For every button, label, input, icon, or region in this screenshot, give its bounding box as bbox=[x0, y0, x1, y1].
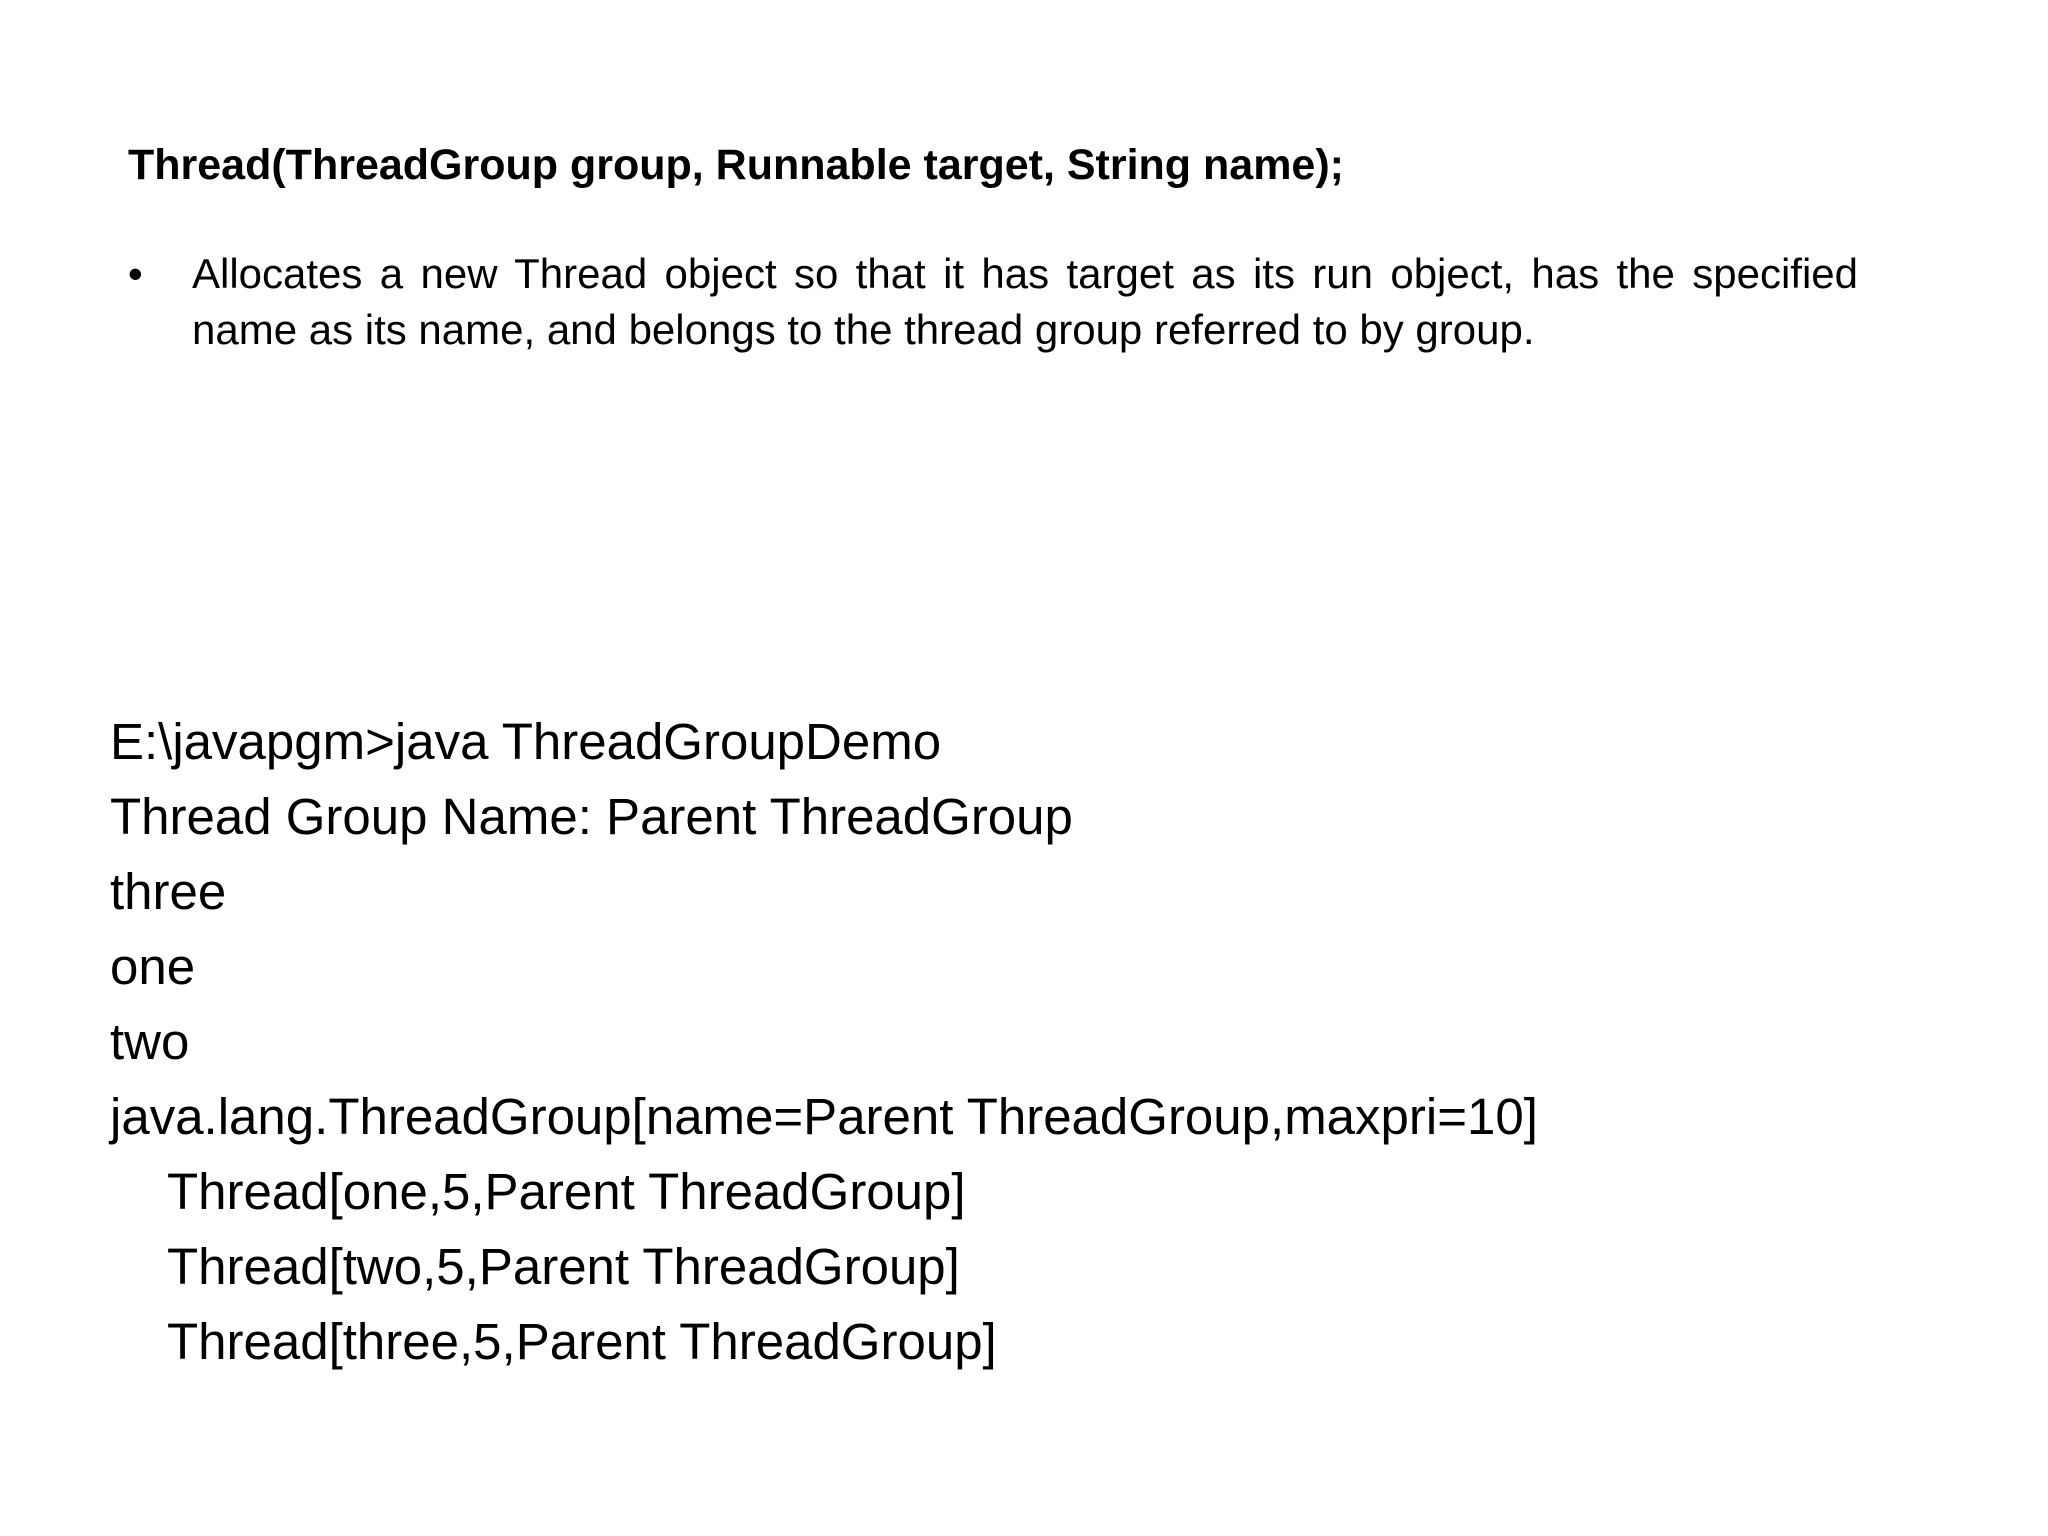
bullet-marker: • bbox=[128, 250, 143, 297]
constructor-signature-heading: Thread(ThreadGroup group, Runnable target, String name); bbox=[128, 141, 1344, 189]
output-line-thread-two: Thread[two,5,Parent ThreadGroup] bbox=[167, 1238, 960, 1295]
output-line-three: three bbox=[110, 863, 227, 920]
console-output bbox=[110, 704, 1538, 1379]
description-bullet bbox=[128, 246, 1858, 358]
output-line-command: E:\javapgm>java ThreadGroupDemo bbox=[110, 713, 942, 770]
description-text: Allocates a new Thread object so that it has target as its run object, has the specified name as its name, and belongs to the thread group referred to by group. bbox=[192, 250, 1858, 353]
output-line-one: one bbox=[110, 938, 196, 995]
output-line-group-name: Thread Group Name: Parent ThreadGroup bbox=[110, 788, 1073, 845]
output-line-threadgroup-info: java.lang.ThreadGroup[name=Parent ThreadGroup,maxpri=10] bbox=[110, 1088, 1538, 1145]
output-line-thread-three: Thread[three,5,Parent ThreadGroup] bbox=[167, 1313, 997, 1370]
description-list bbox=[128, 246, 1858, 358]
output-line-two: two bbox=[110, 1013, 190, 1070]
output-line-thread-one: Thread[one,5,Parent ThreadGroup] bbox=[167, 1163, 966, 1220]
